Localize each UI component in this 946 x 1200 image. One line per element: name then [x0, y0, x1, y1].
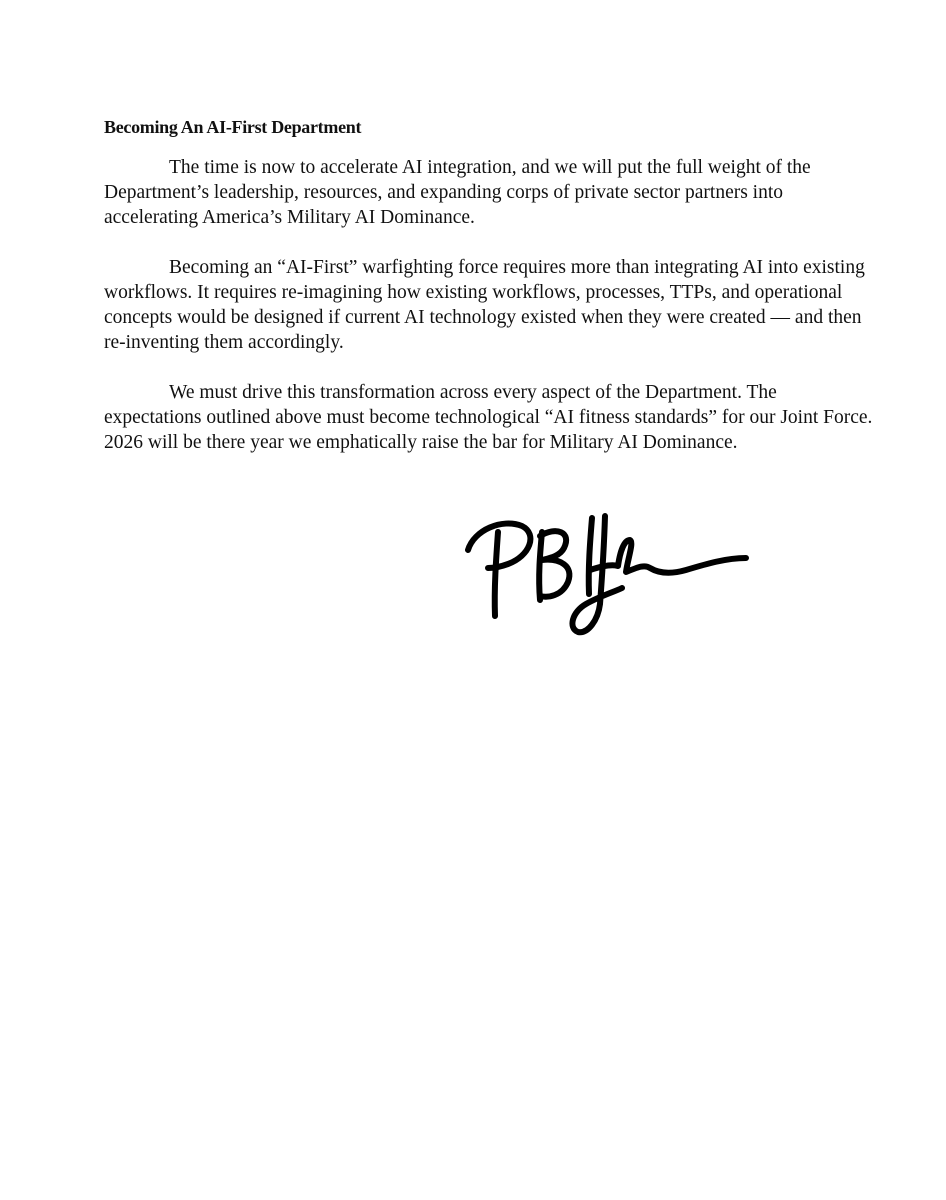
handwritten-signature [460, 508, 755, 643]
document-body [104, 115, 874, 480]
paragraph-1: The time is now to accelerate AI integration, and we will put the full weight of the Department’s leadership, resources, and expanding corps of private sector partners into accelerating America’s Military AI Dominance. [104, 157, 811, 228]
section-heading: Becoming An AI-First Department [104, 117, 362, 137]
paragraph-2: Becoming an “AI-First” warfighting force requires more than integrating AI into existing workflows. It requires re-imagining how existing workflows, processes, TTPs, and operational concepts would be designed if current AI technology existed when they were created — and then re-inventing them accordingly. [104, 257, 865, 353]
paragraph-3: We must drive this transformation across every aspect of the Department. The expectations outlined above must become technological “AI fitness standards” for our Joint Force. 2026 will be there year we emphatically raise the bar for Military AI Dominance. [104, 382, 873, 453]
signature-image [460, 508, 755, 643]
